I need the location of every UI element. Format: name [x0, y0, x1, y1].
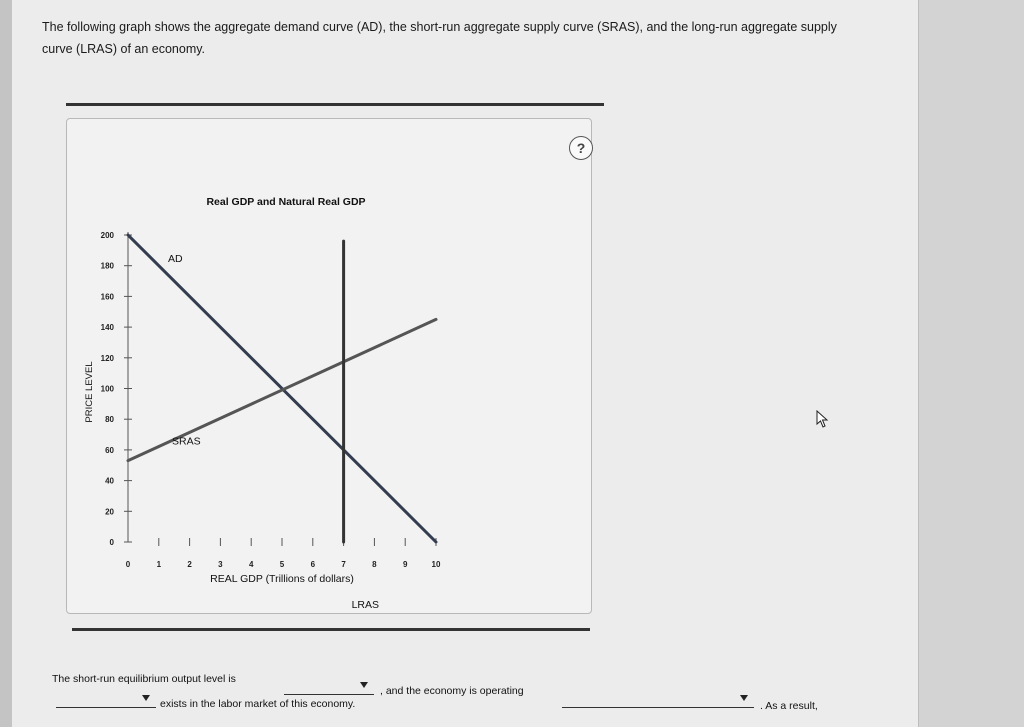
y-tick-label: 140 [100, 323, 114, 333]
dropdown-arrow-icon [740, 695, 748, 701]
curve-label-ad: AD [168, 253, 183, 265]
labor-market-dropdown[interactable] [56, 693, 156, 708]
x-axis-label: REAL GDP (Trillions of dollars) [210, 573, 354, 585]
chart-axes [101, 231, 441, 569]
x-tick-label: 2 [187, 560, 192, 569]
dropdown-arrow-icon [142, 695, 150, 701]
y-tick-label: 20 [105, 507, 114, 517]
y-axis-label: PRICE LEVEL [84, 361, 95, 423]
chart-title: Real GDP and Natural Real GDP [206, 196, 366, 208]
x-tick-label: 6 [310, 560, 316, 569]
x-tick-label: 4 [248, 560, 254, 569]
dropdown-arrow-icon [360, 682, 368, 688]
section-divider-bottom [72, 628, 590, 631]
y-tick-label: 100 [100, 384, 114, 394]
help-icon[interactable]: ? [569, 136, 593, 160]
y-tick-label: 200 [100, 231, 114, 240]
y-tick-label: 180 [100, 261, 114, 271]
curve-label-lras: LRAS [351, 599, 380, 611]
x-tick-label: 0 [125, 560, 131, 569]
x-tick-label: 5 [279, 560, 285, 569]
operating-status-dropdown[interactable] [562, 693, 754, 708]
y-tick-label: 0 [109, 538, 114, 547]
y-tick-label: 120 [100, 353, 114, 363]
x-tick-label: 3 [218, 560, 223, 569]
x-tick-label: 1 [156, 560, 162, 569]
question-text-2: , and the economy is operating [380, 685, 524, 697]
chart-series[interactable] [128, 235, 436, 542]
equilibrium-output-dropdown[interactable] [284, 680, 374, 695]
x-tick-label: 9 [402, 560, 408, 569]
y-tick-label: 80 [105, 415, 114, 425]
question-text-3: . As a result, [760, 700, 818, 712]
y-tick-label: 60 [105, 445, 114, 455]
mouse-cursor-icon [815, 410, 831, 430]
intro-line-2: curve (LRAS) of an economy. [42, 42, 206, 56]
question-text-1: The short-run equilibrium output level is [52, 673, 236, 685]
question-text-4: exists in the labor market of this economy. [160, 698, 356, 710]
intro-line-1: The following graph shows the aggregate demand curve (AD), the short-run aggregate supply curve (SRAS), and the long-run aggregate supply [42, 20, 837, 34]
y-tick-label: 160 [100, 292, 114, 302]
x-tick-label: 8 [372, 560, 377, 569]
x-tick-label: 7 [341, 560, 346, 569]
x-tick-label: 10 [431, 560, 441, 569]
y-tick-label: 40 [105, 476, 114, 486]
curve-label-sras: SRAS [172, 435, 201, 448]
